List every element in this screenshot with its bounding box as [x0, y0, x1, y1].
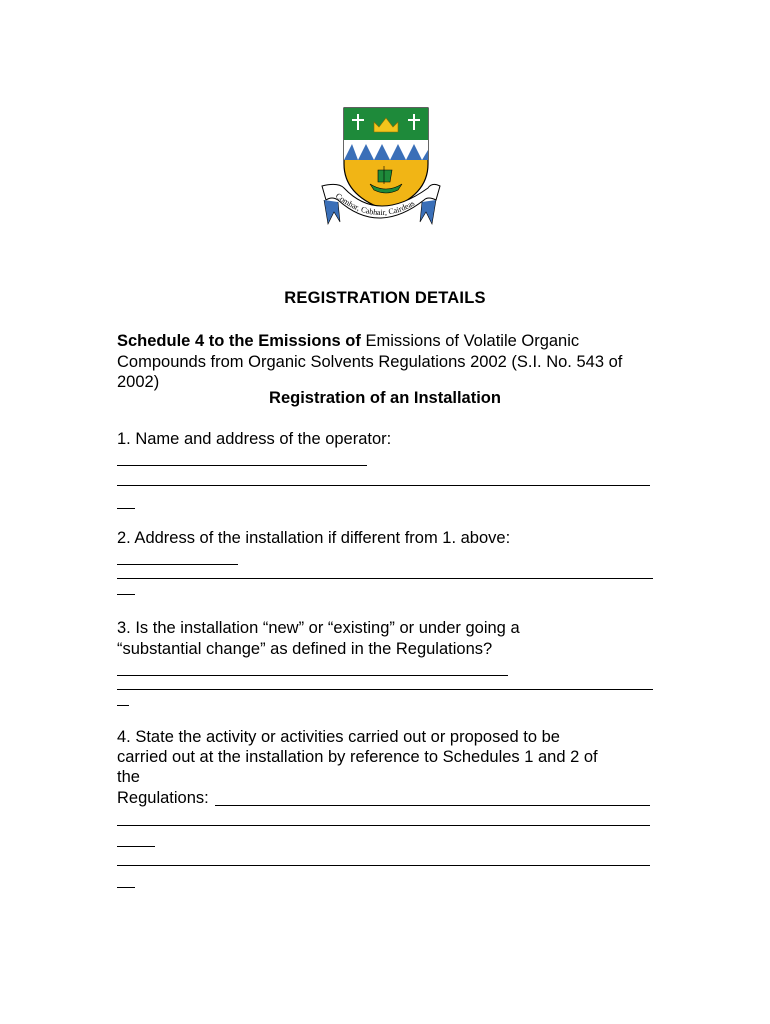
schedule-bold-text: Schedule 4 to the Emissions of [117, 332, 361, 350]
answer-2-line-b[interactable] [117, 577, 653, 579]
answer-4-line-a[interactable] [215, 804, 650, 806]
answer-3-line-c[interactable] [117, 704, 129, 706]
answer-1-line-a[interactable] [117, 464, 367, 466]
answer-2-line-a[interactable] [117, 563, 238, 565]
answer-1-line-c[interactable] [117, 507, 135, 509]
answer-4-line-c[interactable] [117, 845, 155, 847]
question-1-label: 1. Name and address of the operator: [117, 430, 392, 448]
document-title: REGISTRATION DETAILS [284, 289, 486, 307]
answer-4-line-b[interactable] [117, 824, 650, 826]
schedule-heading [117, 331, 662, 393]
answer-3-line-a[interactable] [117, 674, 508, 676]
answer-2-line-c[interactable] [117, 593, 135, 595]
answer-1-line-b[interactable] [117, 484, 650, 486]
question-3-label-line1: 3. Is the installation “new” or “existing” or under going a [117, 619, 520, 637]
answer-4-line-d[interactable] [117, 864, 650, 866]
answer-3-line-b[interactable] [117, 688, 653, 690]
question-4-label-line4: Regulations: [117, 789, 209, 807]
question-4-label-line1: 4. State the activity or activities carried out or proposed to be [117, 728, 560, 746]
question-3-label-line2: “substantial change” as defined in the Regulations? [117, 640, 493, 658]
crest-motto: Comhar, Cabhair, Cairdeas [333, 191, 417, 218]
document-subtitle: Registration of an Installation [269, 389, 501, 407]
schedule-regulation-text: Emissions of Volatile Organic Compounds from Organic Solvents Regulations 2002 (S.I. No. 543 of 2002) [117, 332, 623, 391]
county-crest-logo [318, 104, 442, 236]
question-2-label: 2. Address of the installation if different from 1. above: [117, 529, 511, 547]
question-4-label-line2: carried out at the installation by reference to Schedules 1 and 2 of [117, 748, 598, 766]
question-4-label-line3: the [117, 768, 140, 786]
answer-4-line-e[interactable] [117, 886, 135, 888]
